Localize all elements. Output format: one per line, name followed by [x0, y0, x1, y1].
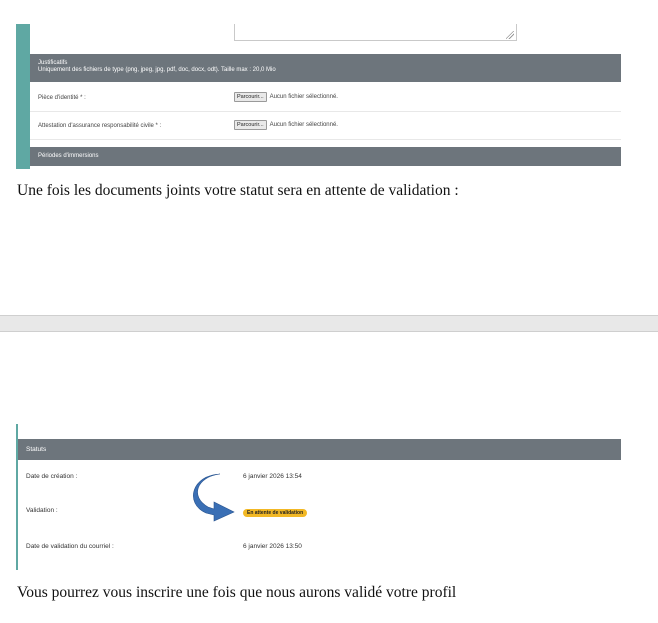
immersions-header [30, 147, 621, 166]
section-title: Périodes d'immersions [38, 153, 99, 159]
email-validation-label: Date de validation du courriel : [26, 543, 114, 550]
section-title: Statuts [26, 446, 47, 453]
upload-form-panel [16, 24, 621, 169]
browse-button[interactable]: Parcourir... [234, 120, 267, 130]
file-input [234, 120, 338, 130]
instruction-text-1: Une fois les documents joints votre statut sera en attente de validation : [17, 182, 459, 199]
file-status: Aucun fichier sélectionné. [269, 122, 338, 128]
creation-date-label: Date de création : [26, 473, 78, 480]
instruction-text-2: Vous pourrez vous inscrire une fois que nous aurons validé votre profil [17, 584, 457, 601]
resize-grip-icon[interactable] [506, 31, 514, 39]
browse-button[interactable]: Parcourir... [234, 92, 267, 102]
file-status: Aucun fichier sélectionné. [269, 94, 338, 100]
creation-date-value: 6 janvier 2026 13:54 [243, 473, 302, 480]
accent-bar [16, 24, 30, 169]
status-badge: En attente de validation [243, 509, 307, 517]
status-panel [16, 424, 621, 570]
section-title: Justificatifs [38, 60, 68, 66]
file-input [234, 92, 338, 102]
form-row-insurance [30, 112, 621, 140]
curved-arrow-icon [186, 471, 246, 523]
justificatifs-header [30, 54, 621, 82]
status-header [18, 439, 621, 460]
field-label: Pièce d'identité * : [38, 95, 86, 101]
validation-label: Validation : [26, 507, 58, 514]
email-validation-value: 6 janvier 2026 13:50 [243, 543, 302, 550]
page-separator [0, 315, 658, 332]
field-label: Attestation d'assurance responsabilité civile * : [38, 123, 162, 129]
form-row-identity [30, 84, 621, 112]
section-subtitle: Uniquement des fichiers de type (png, jpeg, jpg, pdf, doc, docx, odt). Taille max : 20,0 Mio [38, 67, 276, 73]
comment-textarea[interactable] [234, 24, 517, 41]
